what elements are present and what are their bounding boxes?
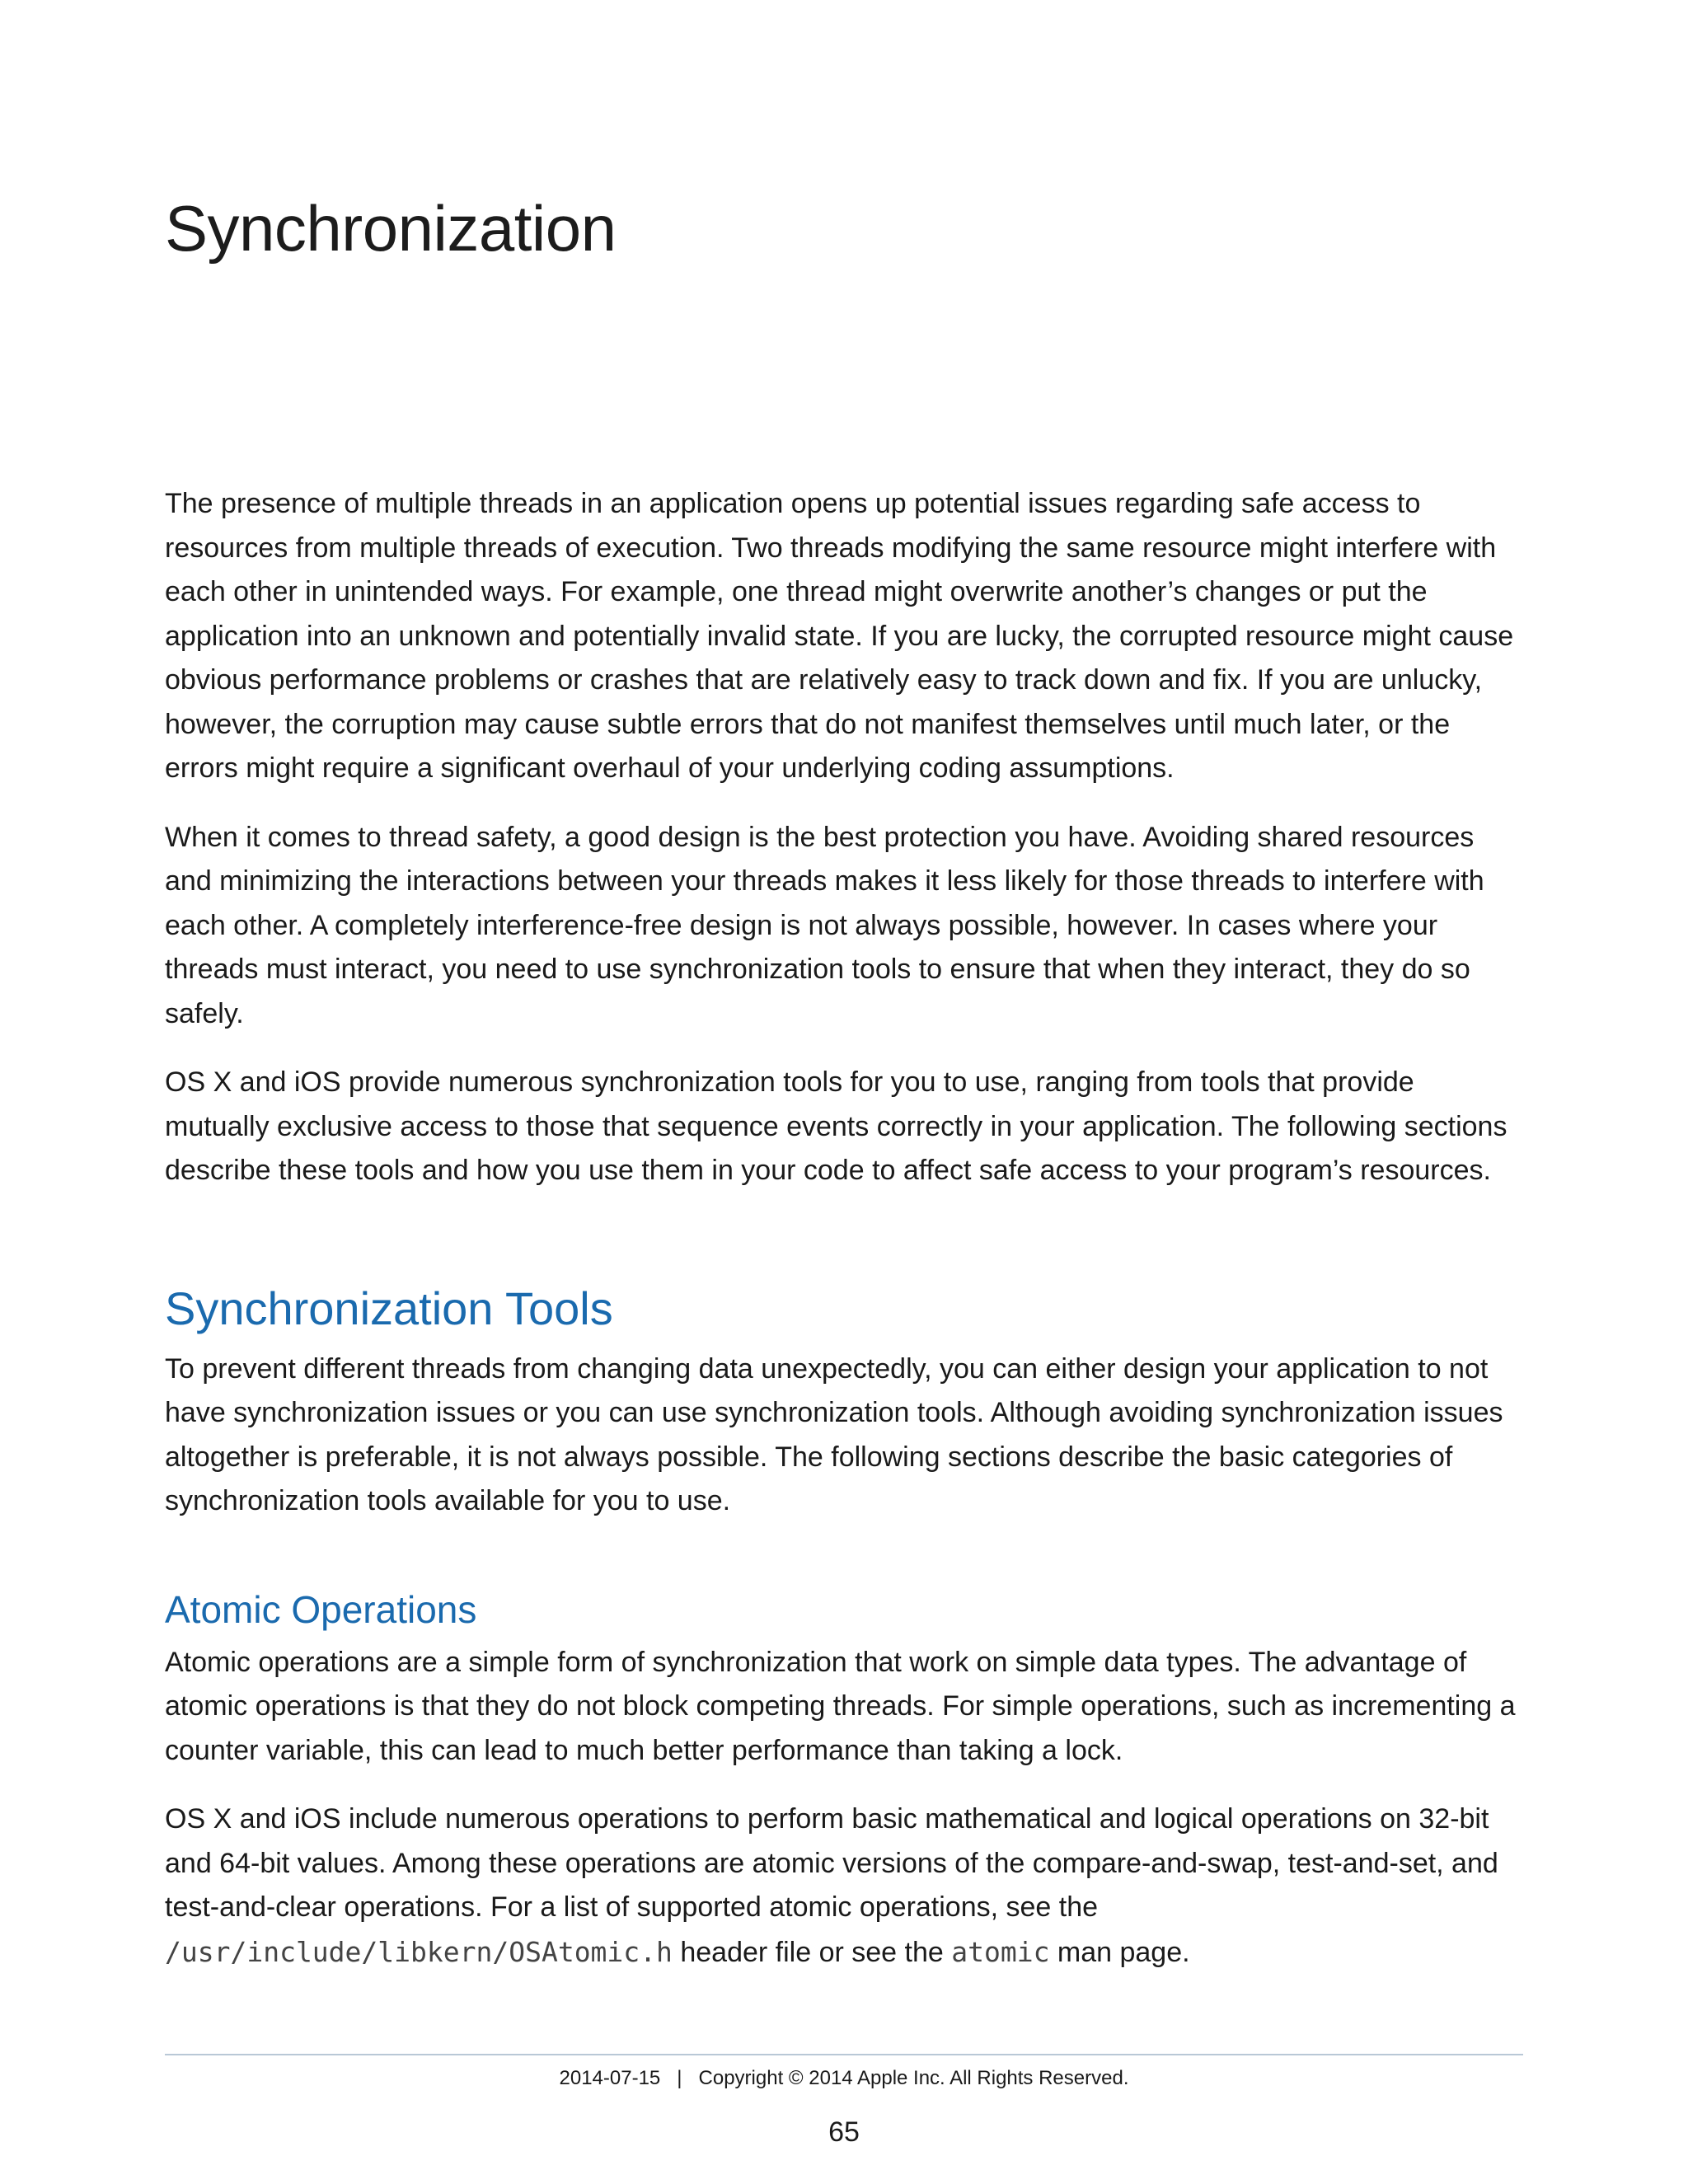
atomic-ops-text-after: man page. (1049, 1936, 1190, 1968)
atomic-ops-text-before: OS X and iOS include numerous operations to perform basic mathematical and logical operations on 32-bit and 64-bit values. Among these operations are atomic versions of the compare-and-swap, test-and-set, and test-and-clear operations. For a list of supported atomic operations, see the (165, 1803, 1498, 1923)
header-file-path-code: /usr/include/libkern/OSAtomic.h (165, 1935, 673, 1968)
chapter-title: Synchronization (165, 192, 617, 265)
footer (165, 2067, 1523, 2090)
footer-divider (165, 2054, 1523, 2055)
atomic-ops-text-middle: header file or see the (672, 1936, 952, 1968)
atomic-ops-paragraph-2 (165, 1797, 1525, 1975)
intro-paragraph-1: The presence of multiple threads in an application opens up potential issues regarding safe access to resources from multiple threads of execution. Two threads modifying the same resource might interfere with each other in unintended ways. For example, one thread might overwrite another’s changes or put the application into an unknown and potentially invalid state. If you are lucky, the corrupted resource might cause obvious performance problems or crashes that are relatively easy to track down and fix. If you are unlucky, however, the corruption may cause subtle errors that do not manifest themselves until much later, or the errors might require a significant overhaul of your underlying coding assumptions. (165, 488, 1514, 784)
subsection-title-atomic-operations: Atomic Operations (165, 1587, 477, 1631)
footer-copyright: Copyright © 2014 Apple Inc. All Rights Reserved. (698, 2067, 1129, 2089)
sync-tools-paragraph: To prevent different threads from changing data unexpectedly, you can either design your application to not have synchronization issues or you can use synchronization tools. Although avoiding synchronization issues altogether is preferable, it is not always possible. The following sections describe the basic categories of synchronization tools available for you to use. (165, 1352, 1503, 1516)
man-page-code: atomic (951, 1935, 1050, 1968)
main-content (165, 482, 1525, 1999)
page-number: 65 (828, 2116, 860, 2148)
atomic-ops-paragraph-1: Atomic operations are a simple form of synchronization that work on simple data types. The advantage of atomic operations is that they do not block competing threads. For simple operations, such as incrementing a counter variable, this can lead to much better performance than taking a lock. (165, 1646, 1516, 1766)
intro-paragraph-3: OS X and iOS provide numerous synchronization tools for you to use, ranging from tools that provide mutually exclusive access to those that sequence events correctly in your application. The following sections describe these tools and how you use them in your code to affect safe access to your program’s resources. (165, 1066, 1507, 1186)
footer-date: 2014-07-15 (559, 2067, 661, 2089)
footer-separator: | (677, 2067, 682, 2089)
section-title-synchronization-tools: Synchronization Tools (165, 1282, 613, 1334)
intro-paragraph-2: When it comes to thread safety, a good design is the best protection you have. Avoiding shared resources and minimizing the interactions between your threads makes it less likely for those threads to interfere with each other. A completely interference-free design is not always possible, however. In cases where your threads must interact, you need to use synchronization tools to ensure that when they interact, they do so safely. (165, 821, 1484, 1029)
